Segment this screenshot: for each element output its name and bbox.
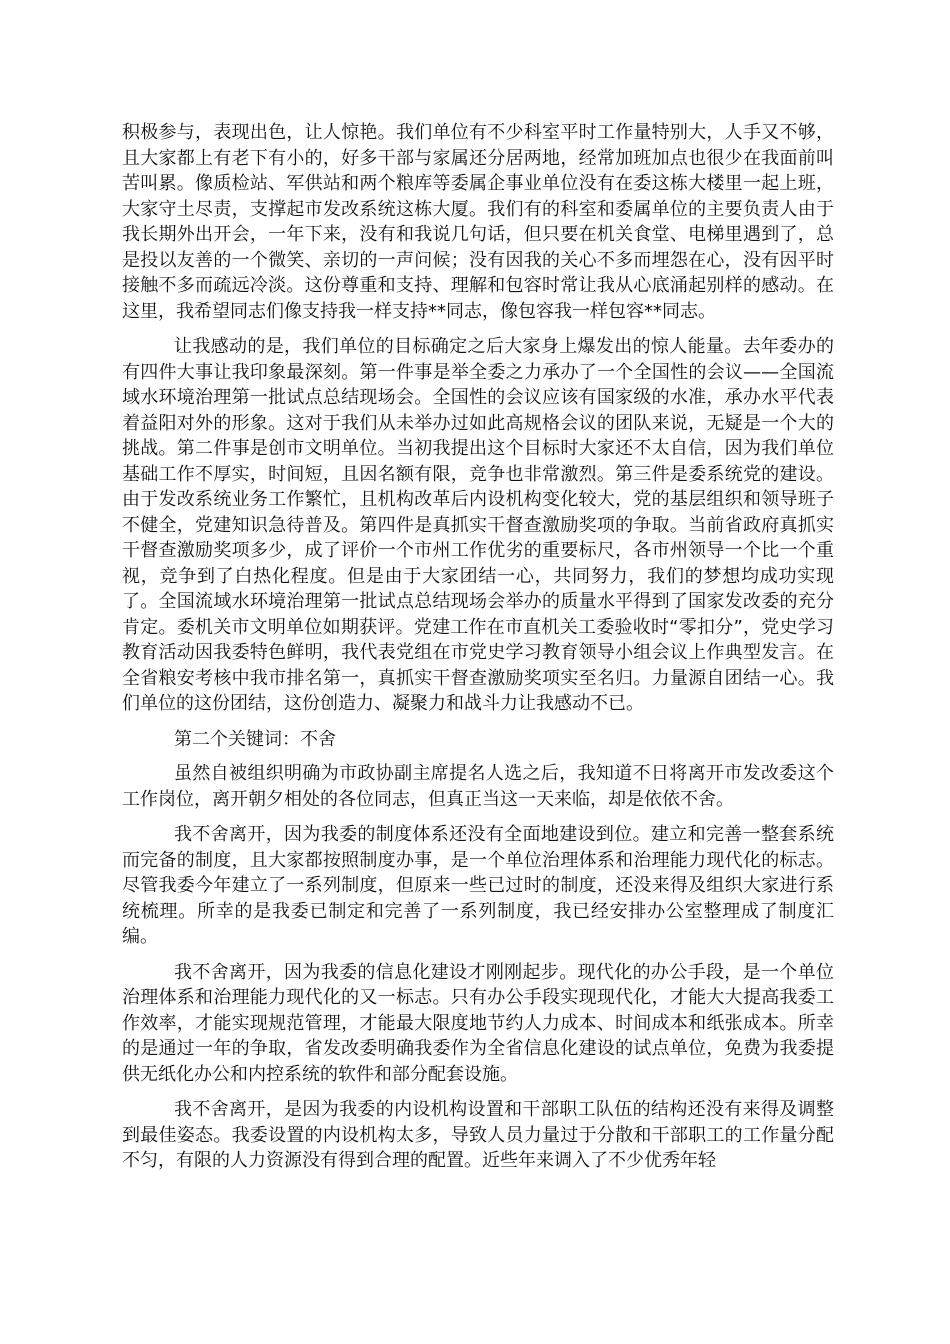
paragraph-continuation: 积极参与，表现出色，让人惊艳。我们单位有不少科室平时工作量特别大，人手又不够，且大家都上有老下有小的，好多干部与家属还分居两地，经常加班加点也很少在我面前叫苦叫累。像质检站、军供站和两个粮库等委属企事业单位没有在委这栋大楼里一起上班，大家守土尽责，支撑起市发改系统这栋大厦。我们有的科室和委属单位的主要负责人由于我长期外出开会，一年下来，没有和我说几句话，但只要在机关食堂、电梯里遇到了，总是投以友善的一个微笑、亲切的一声问候；没有因我的关心不多而埋怨在心，没有因平时接触不多而疏远冷淡。这份尊重和支持、理解和包容时常让我从心底涌起别样的感动。在这里，我希望同志们像支持我一样支持**同志，像包容我一样包容**同志。 xyxy=(122,122,834,322)
paragraph-internal-structure: 我不舍离开，是因为我委的内设机构设置和干部职工队伍的结构还没有来得及调整到最佳姿态。我委设置的内设机构太多，导致人员力量过于分散和干部职工的工作量分配不匀，有限的人力资源没有得到合理的配置。近些年来调入了不少优秀年轻 xyxy=(122,1099,834,1171)
section-heading-reluctance: 第二个关键词：不舍 xyxy=(174,728,336,750)
paragraph-touched-by-energy: 让我感动的是，我们单位的目标确定之后大家身上爆发出的惊人能量。去年委办的有四件大事让我印象最深刻。第一件事是举全委之力承办了一个全国性的会议——全国流域水环境治理第一批试点总结现场会。全国性的会议应该有国家级的水准，承办水平代表着益阳对外的形象。这对于我们从未举办过如此高规格会议的团队来说，无疑是一个大的挑战。第二件事是创市文明单位。当初我提出这个目标时大家还不太自信，因为我们单位基础工作不厚实，时间短，且因名额有限，竞争也非常激烈。第三件是委系统党的建设。由于发改系统业务工作繁忙，且机构改革后内设机构变化较大，党的基层组织和领导班子不健全，党建知识急待普及。第四件是真抓实干督查激励奖项的争取。当前省政府真抓实干督查激励奖项多少，成了评价一个市州工作优劣的重要标尺，各市州领导一个比一个重视，竞争到了白热化程度。但是由于大家团结一心，共同努力，我们的梦想均成功实现了。全国流域水环境治理第一批试点总结现场会举办的质量水平得到了国家发改委的充分肯定。委机关市文明单位如期获评。党建工作在市直机关工委验收时“零扣分”，党史学习教育活动因我委特色鲜明，我代表党组在市党史学习教育领导小组会议上作典型发言。在全省粮安考核中我市排名第一，真抓实干督查激励奖项实至名归。力量源自团结一心。我们单位的这份团结，这份创造力、凝聚力和战斗力让我感动不已。 xyxy=(122,336,834,714)
paragraph-informatization: 我不舍离开，因为我委的信息化建设才刚刚起步。现代化的办公手段，是一个单位治理体系和治理能力现代化的又一标志。只有办公手段实现现代化，才能大大提高我委工作效率，才能实现规范管理，才能最大限度地节约人力成本、时间成本和纸张成本。所幸的是通过一年的争取，省发改委明确我委作为全省信息化建设的试点单位，免费为我委提供无纸化办公和内控系统的软件和部分配套设施。 xyxy=(122,961,834,1085)
document-page xyxy=(122,120,834,1184)
paragraph-institution-system: 我不舍离开，因为我委的制度体系还没有全面地建设到位。建立和完善一整套系统而完备的制度，且大家都按照制度办事，是一个单位治理体系和治理能力现代化的标志。尽管我委今年建立了一系列制度，但原来一些已过时的制度，还没来得及组织大家进行系统梳理。所幸的是我委已制定和完善了一系列制度，我已经安排办公室整理成了制度汇编。 xyxy=(122,824,834,947)
paragraph-leaving-post: 虽然自被组织明确为市政协副主席提名人选之后，我知道不日将离开市发改委这个工作岗位，离开朝夕相处的各位同志，但真正当这一天来临，却是依依不舍。 xyxy=(122,763,834,810)
